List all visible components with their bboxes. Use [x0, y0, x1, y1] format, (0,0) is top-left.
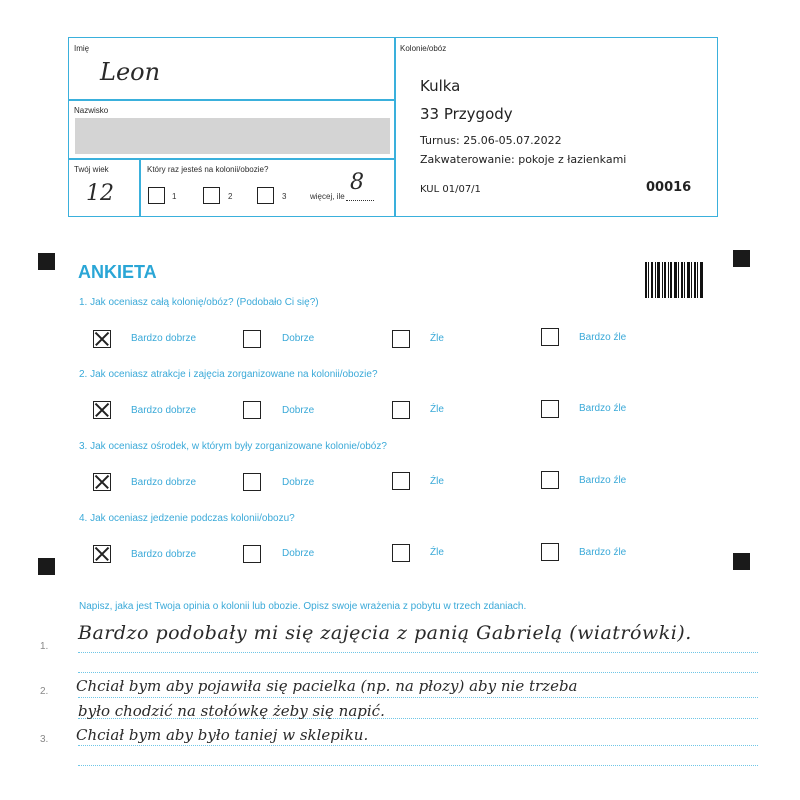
q2-checkbox-bardzo-dobrze[interactable]: [93, 401, 111, 419]
divider-wiek: [139, 158, 141, 217]
q4-checkbox-zle[interactable]: [392, 544, 410, 562]
q2-checkbox-bardzo-zle[interactable]: [541, 400, 559, 418]
kolonia-name: Kulka: [420, 77, 461, 95]
q3-checkbox-bardzo-dobrze[interactable]: [93, 473, 111, 491]
answer-line-1b: [78, 672, 758, 673]
q1-checkbox-dobrze[interactable]: [243, 330, 261, 348]
question-1: 1. Jak oceniasz całą kolonię/obóz? (Podobało Ci się?): [79, 297, 319, 308]
registration-marker-tr: [733, 250, 750, 267]
barcode: [645, 262, 703, 298]
question-2: 2. Jak oceniasz atrakcje i zajęcia zorganizowane na kolonii/obozie?: [79, 369, 378, 380]
question-3: 3. Jak oceniasz ośrodek, w którym były zorganizowane kolonie/obóz?: [79, 441, 387, 452]
question-4: 4. Jak oceniasz jedzenie podczas kolonii/obozu?: [79, 513, 295, 524]
visits-option-1: 1: [172, 192, 177, 201]
q4-checkbox-bardzo-dobrze[interactable]: [93, 545, 111, 563]
turnus: Turnus: 25.06-05.07.2022: [420, 134, 562, 147]
q1-option-bardzo-zle: Bardzo źle: [579, 332, 627, 343]
q4-option-bardzo-zle: Bardzo źle: [579, 547, 627, 558]
q1-option-zle: Źle: [430, 333, 444, 344]
kolonia-sub: 33 Przygody: [420, 105, 513, 123]
q3-option-bardzo-zle: Bardzo źle: [579, 475, 627, 486]
q3-checkbox-bardzo-zle[interactable]: [541, 471, 559, 489]
registration-marker-br: [733, 553, 750, 570]
form-code: KUL 01/07/1: [420, 184, 481, 195]
registration-marker-bl: [38, 558, 55, 575]
q4-option-dobrze: Dobrze: [282, 548, 315, 559]
line-number-1: 1.: [40, 641, 49, 652]
answer-line-1: [78, 652, 758, 653]
wiecej-dotline: [346, 200, 374, 201]
survey-title: ANKIETA: [78, 262, 157, 282]
q2-option-bardzo-dobrze: Bardzo dobrze: [131, 405, 197, 416]
header-divider: [394, 37, 396, 217]
kolonia-label: Kolonie/obóz: [400, 44, 447, 53]
divider-nazwisko: [68, 158, 395, 160]
answer-line-3: [78, 745, 758, 746]
wiek-value: 12: [86, 181, 114, 206]
visits-option-2: 2: [228, 192, 233, 201]
visits-checkbox-1[interactable]: [148, 187, 165, 204]
q3-option-zle: Źle: [430, 476, 444, 487]
q4-option-zle: Źle: [430, 547, 444, 558]
q3-checkbox-zle[interactable]: [392, 472, 410, 490]
q1-option-dobrze: Dobrze: [282, 333, 315, 344]
q2-option-zle: Źle: [430, 404, 444, 415]
visits-checkbox-3[interactable]: [257, 187, 274, 204]
wiek-label: Twój wiek: [74, 165, 109, 174]
q1-checkbox-bardzo-dobrze[interactable]: [93, 330, 111, 348]
q4-checkbox-dobrze[interactable]: [243, 545, 261, 563]
imie-value: Leon: [100, 58, 161, 86]
q4-checkbox-bardzo-zle[interactable]: [541, 543, 559, 561]
q2-checkbox-dobrze[interactable]: [243, 401, 261, 419]
wiecej-label: więcej, ile: [310, 192, 345, 201]
line-number-3: 3.: [40, 734, 49, 745]
answer-line-3b: [78, 765, 758, 766]
form-number: 00016: [646, 180, 692, 195]
q1-checkbox-zle[interactable]: [392, 330, 410, 348]
divider-imie: [68, 99, 395, 101]
line-number-2: 2.: [40, 686, 49, 697]
registration-marker-tl: [38, 253, 55, 270]
q2-checkbox-zle[interactable]: [392, 401, 410, 419]
nazwisko-redacted: [75, 118, 390, 154]
q3-checkbox-dobrze[interactable]: [243, 473, 261, 491]
q3-option-dobrze: Dobrze: [282, 477, 315, 488]
answer-1: Bardzo podobały mi się zajęcia z panią Gabrielą (wiatrówki).: [78, 622, 692, 644]
answer-2a: Chciał bym aby pojawiła się pacielka (np. na płozy) aby nie trzeba: [76, 677, 578, 695]
answer-3: Chciał bym aby było taniej w sklepiku.: [76, 726, 369, 744]
q3-option-bardzo-dobrze: Bardzo dobrze: [131, 477, 197, 488]
q4-option-bardzo-dobrze: Bardzo dobrze: [131, 549, 197, 560]
answer-2b: było chodzić na stołówkę żeby się napić.: [78, 702, 385, 720]
visits-option-3: 3: [282, 192, 287, 201]
visits-checkbox-2[interactable]: [203, 187, 220, 204]
ktory-raz-label: Który raz jesteś na kolonii/obozie?: [147, 165, 269, 174]
q2-option-dobrze: Dobrze: [282, 405, 315, 416]
q2-option-bardzo-zle: Bardzo źle: [579, 403, 627, 414]
zakwaterowanie: Zakwaterowanie: pokoje z łazienkami: [420, 153, 627, 166]
answer-line-2: [78, 697, 758, 698]
imie-label: Imię: [74, 44, 90, 53]
wiecej-value: 8: [350, 170, 364, 195]
q1-checkbox-bardzo-zle[interactable]: [541, 328, 559, 346]
nazwisko-label: Nazwisko: [74, 106, 109, 115]
q1-option-bardzo-dobrze: Bardzo dobrze: [131, 333, 197, 344]
opinion-prompt: Napisz, jaka jest Twoja opinia o kolonii lub obozie. Opisz swoje wrażenia z pobytu w trzech zdaniach.: [79, 601, 527, 612]
